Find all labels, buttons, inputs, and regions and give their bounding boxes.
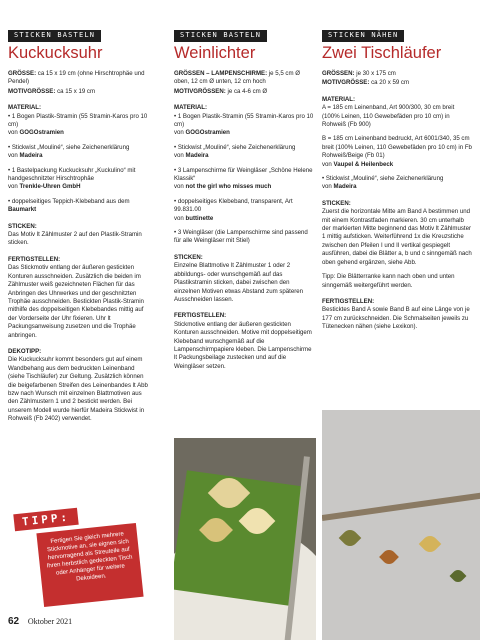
material-item: • Stickwist „Mouliné“, siehe Zeichenerklärung von Madeira [8, 143, 130, 160]
size-line: GRÖSSEN: je 30 x 175 cm [322, 69, 396, 77]
column-weinlichter [174, 30, 314, 377]
material-heading: MATERIAL: [8, 104, 42, 112]
material-item: • 3 Weingläser (die Lampenschirme sind passend für alle Weingläser mit Stiel) [174, 229, 308, 245]
category-tag: STICKEN BASTELN [174, 30, 267, 42]
motif-size-line: MOTIVGRÖSSE: ca 15 x 19 cm [8, 87, 96, 95]
column-kuckucksuhr [8, 30, 148, 430]
tipp-inline: Tipp: Die Blätterranke kann nach oben und unten sinngemäß weitergeführt werden. [322, 273, 455, 289]
leaf-image [450, 568, 467, 585]
article-title: Weinlichter [174, 43, 256, 62]
deko-heading: DEKOTIPP: [8, 347, 42, 355]
category-tag: STICKEN BASTELN [8, 30, 101, 42]
deko-text: Die Kuckucksuhr kommt besonders gut auf einem Wandbehang aus dem bedruckten Leinenband (siehe Tischläufer) zur Geltung. Zusätzlich können die beigefarbenen Streifen des Leinenbandes lt Abb bzw nach Wunsch mit einzelnen Blattmotiven aus den Zählmustern 1 und 2 bestickt werden. Bei unserem Modell wurde hierfür Madeira Stickwist in Rohweiß (Fb 2402) verwendet. [8, 356, 148, 423]
material-item: A = 185 cm Leinenband, Art 900/300, 30 cm breit (100% Leinen, 110 Gewebefäden pro 10 cm) in Rohweiß (Fb 900) [322, 104, 455, 128]
fertig-heading: FERTIGSTELLEN: [8, 255, 61, 263]
fertig-heading: FERTIGSTELLEN: [322, 297, 375, 305]
leaf-image [339, 527, 362, 550]
tip-text: Fertigen Sie gleich mehrere Stickmotive an, sie eignen sich hervorragend als Streuteile auf Ihren herbstlich gedeckten Tisch oder Anhänger für weitere Dekoideen. [36, 523, 143, 607]
tip-label: TIPP: [13, 508, 79, 532]
fertig-text: Das Stickmotiv entlang der äußeren gestickten Konturen ausschneiden. Zusätzlich die beiden im Zählmuster weiß gezeichneten Flächen für das Anbringen des Uhrwerkes und der geschnitzten Trophäe ausschneiden. Bestickten Plastik-Stramin mithilfe des doppelseitigen Klebebandes mittig auf der Vorderseite der Uhr fixieren. Uhr lt Packungsanweisung zusetzen und die Trophäe anbringen. [8, 264, 144, 339]
material-item: B = 185 cm Leinenband bedruckt, Art 6001/340, 35 cm breit (100% Leinen, 110 Gewebefäden pro 10 cm) in Fb Rohweiß/Beige (Fb 01) von Vaupel & Heilenbeck [322, 135, 472, 168]
fertig-heading: FERTIGSTELLEN: [174, 312, 227, 320]
size-line: GRÖSSE: ca 15 x 19 cm (ohne Hirschtrophäe und Pendel) [8, 69, 145, 86]
material-item: • doppelseitiges Klebeband, transparent, Art 99.831.00 von buttinette [174, 197, 293, 222]
weinlichter-photo [174, 438, 316, 640]
material-item: • doppelseitiges Teppich-Klebeband aus dem Baumarkt [8, 197, 130, 214]
issue-date: Oktober 2021 [27, 617, 73, 626]
material-item: • 1 Bogen Plastik-Stramin (55 Stramin-Karos pro 10 cm) von GOGOstramien [174, 112, 314, 137]
material-item: • 3 Lampenschirme für Weingläser „Schöne Helene Klassik“ von not the girl who misses much [174, 166, 313, 191]
sticken-heading: STICKEN: [322, 199, 351, 207]
motif-size-line: MOTIVGRÖSSE: ca 20 x 59 cm [322, 79, 410, 87]
material-item: • Stickwist „Mouliné“, siehe Zeichenerklärung von Madeira [174, 143, 296, 160]
size-line: GRÖSSEN – LAMPENSCHIRME: je 5,5 cm Ø oben, 12 cm Ø unten, 12 cm hoch [174, 69, 300, 86]
sticken-text: Das Motiv lt Zählmuster 2 auf den Plastik-Stramin sticken. [8, 231, 142, 247]
sticken-text: Zuerst die horizontale Mitte am Band A bestimmen und mit einem Kontrastfaden markieren. 30 cm unterhalb der markierten Mitte beginnend das Motiv lt Zählmuster 1 mittig aufsticken. Weiterführend 1x die Kreuzstiche zwischen den Pfeilen I und II vertikal gespiegelt ausführen, dabei die Blätter a, b und c sinngemäß nach oben gehend ergänzen, siehe Abb. [322, 208, 472, 266]
leaf-image [379, 547, 399, 567]
tischlaeufer-photo [322, 410, 480, 640]
motif-size-line: MOTIVGRÖSSEN: je ca 4-6 cm Ø [174, 87, 268, 95]
material-heading: MATERIAL: [174, 104, 208, 112]
material-item: • 1 Bogen Plastik-Stramin (55 Stramin-Karos pro 10 cm) von GOGOstramien [8, 112, 148, 137]
category-tag: STICKEN NÄHEN [322, 30, 404, 42]
article-title: Kuckucksuhr [8, 43, 103, 62]
article-title: Zwei Tischläufer [322, 43, 442, 62]
fertig-text: Besticktes Band A sowie Band B auf eine Länge von je 177 cm zurückschneiden. Die Schmalseiten jeweils zu Tütenecken nähen (siehe Lexikon). [322, 306, 470, 331]
material-item: • 1 Bastelpackung Kuckucksuhr „Kuckulino“ mit handgeschnitzter Hirschtrophäe von Trenkle-Uhren GmbH [8, 166, 136, 191]
page-number: 62 [8, 616, 20, 627]
fertig-text: Stickmotive entlang der äußeren gestickten Konturen ausschneiden. Motive mit doppelseitigem Klebeband wunschgemäß auf die Lampenschirmpapiere kleben. Die Lampenschirme lt Packungsbeilage zustecken und auf die Weingläser setzen. [174, 320, 312, 370]
branch-image [322, 491, 480, 521]
sticken-heading: STICKEN: [174, 253, 203, 261]
material-heading: MATERIAL: [322, 95, 356, 103]
leaf-image [419, 533, 442, 556]
sticken-text: Einzelne Blattmotive lt Zählmuster 1 oder 2 abbildungs- oder wunschgemäß auf das Plastikstramin sticken, dabei zwischen den einzelnen Motiven etwas Abstand zum späteren Ausschneiden lassen. [174, 262, 304, 303]
page-footer [8, 616, 72, 627]
column-tischlaeufer [322, 30, 472, 338]
sticken-heading: STICKEN: [8, 222, 37, 230]
material-item: • Stickwist „Mouliné“, siehe Zeichenerklärung von Madeira [322, 175, 444, 191]
